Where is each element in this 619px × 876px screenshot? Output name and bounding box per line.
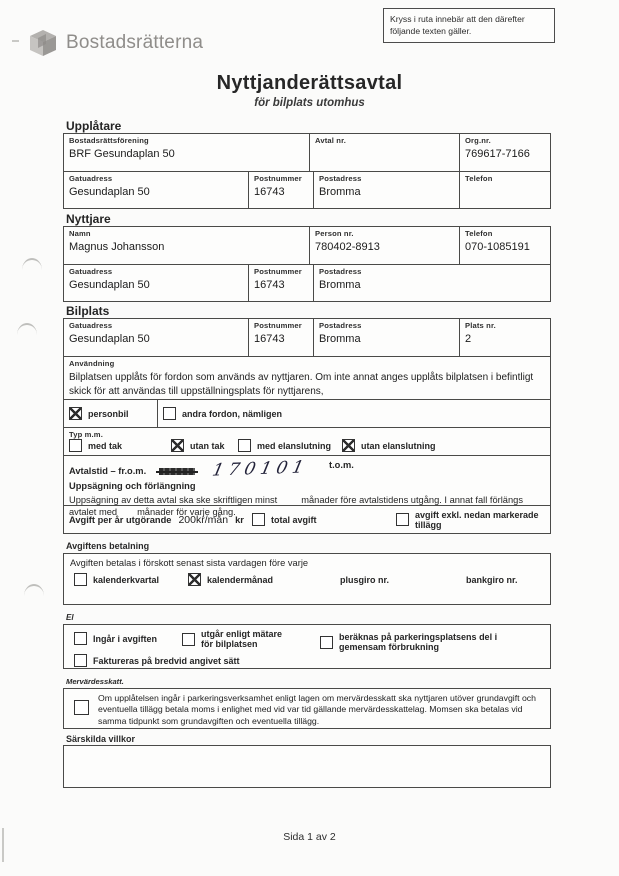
el-ingar-label: Ingår i avgiften — [93, 633, 158, 644]
field-label: Person nr. — [315, 229, 354, 238]
field-label: Postadress — [319, 174, 362, 183]
field-value: 780402-8913 — [315, 241, 380, 253]
field-label: Telefon — [465, 174, 493, 183]
betalning-text: Avgiften betalas i förskott senast sista vardagen före varje — [70, 558, 309, 568]
field-label: Postnummer — [254, 267, 302, 276]
anvandning-text: Bilplatsen upplåts för fordon som används av nyttjaren. Om inte annat anges upplåts bilplatsen i befintligt skick för att användas till uppställningsplats för nyttjarens, — [69, 372, 534, 397]
kalendermanad-checkbox[interactable] — [188, 573, 201, 586]
field-value: 070-1085191 — [465, 241, 530, 253]
field-value: Gesundaplan 50 — [69, 279, 150, 291]
tom-label: t.o.m. — [329, 460, 354, 470]
sarskilda-villkor-box[interactable] — [63, 745, 551, 788]
field-value: Gesundaplan 50 — [69, 186, 150, 198]
avgift-value[interactable]: 200kr/mån — [178, 513, 229, 526]
field-postnummer[interactable] — [248, 319, 313, 356]
hole-punch-mark — [24, 584, 44, 596]
field-label: Gatuadress — [69, 321, 113, 330]
kalenderkvartal-label: kalenderkvartal — [93, 574, 160, 585]
field-label: Plats nr. — [465, 321, 496, 330]
field-postadress[interactable] — [313, 265, 550, 301]
moms-text: Om upplåtelsen ingår i parkeringsverksamhet enligt lagen om mervärdesskatt ska nyttjaren utöver grundavgift och eventuella tillägg betala moms i enlighet med vid var tid gällande mervärdesskattelag. Momsen ska betalas vid samma tidpunkt som grundavgiften och eventuella tillägg. — [98, 693, 536, 726]
field-value: Gesundaplan 50 — [69, 333, 150, 345]
avgift-unit: kr — [235, 514, 244, 525]
section-upplatare: Upplåtare — [66, 119, 122, 133]
andra-fordon-label: andra fordon, nämligen — [182, 408, 283, 419]
section-nyttjare: Nyttjare — [66, 212, 111, 226]
field-label: Namn — [69, 229, 91, 238]
med-tak-checkbox[interactable] — [69, 439, 82, 452]
field-label: Postnummer — [254, 321, 302, 330]
field-postnummer[interactable] — [248, 265, 313, 301]
logo — [28, 28, 203, 58]
kalenderkvartal-checkbox[interactable] — [74, 573, 87, 586]
note-box — [383, 8, 555, 43]
avgift-label: Avgift per år utgörande — [69, 514, 172, 525]
andra-fordon-checkbox[interactable] — [163, 407, 176, 420]
el-faktureras-checkbox[interactable] — [74, 654, 87, 667]
bankgiro-label: bankgiro nr. — [466, 575, 518, 585]
upplatare-table — [63, 133, 551, 209]
mervardesskatt-box — [63, 688, 551, 729]
field-label: Postnummer — [254, 174, 302, 183]
med-elanslutning-checkbox[interactable] — [238, 439, 251, 452]
nyttjare-table — [63, 226, 551, 302]
hole-punch-mark — [17, 323, 37, 335]
plusgiro-label: plusgiro nr. — [340, 575, 390, 585]
page-subtitle: för bilplats utomhus — [254, 97, 365, 109]
field-label: Gatuadress — [69, 267, 113, 276]
avtalstid-label: Avtalstid – fr.o.m. — [69, 466, 147, 476]
med-tak-label: med tak — [88, 440, 123, 451]
personbil-cell — [64, 400, 157, 427]
kalendermanad-label: kalendermånad — [207, 574, 274, 585]
field-value: Bromma — [319, 333, 361, 345]
field-value: 16743 — [254, 279, 285, 291]
med-elanslutning-label: med elanslutning — [257, 440, 332, 451]
field-bostadsrattsforening[interactable] — [64, 134, 309, 171]
uppsagning-text-2: månader före avtalstidens utgång. I annat fall förlängs avtalet med — [69, 495, 523, 517]
anvandning-label: Användning — [69, 359, 115, 368]
crossed-out-text — [159, 468, 195, 475]
section-mervardesskatt: Mervärdesskatt. — [66, 677, 124, 686]
field-value: 769617-7166 — [465, 148, 530, 160]
personbil-checkbox[interactable] — [69, 407, 82, 420]
field-value: Bromma — [319, 279, 361, 291]
field-label: Telefon — [465, 229, 493, 238]
field-label: Postadress — [319, 321, 362, 330]
el-beraknas-checkbox[interactable] — [320, 636, 333, 649]
page-number: Sida 1 av 2 — [283, 831, 336, 843]
field-plats-nr[interactable] — [459, 319, 550, 356]
field-telefon[interactable] — [459, 172, 550, 208]
andra-fordon-cell — [157, 400, 550, 427]
avgift-exkl-label: avgift exkl. nedan markerade tillägg — [415, 509, 539, 530]
hole-punch-mark — [22, 258, 42, 270]
field-value: Bromma — [319, 186, 361, 198]
field-avtal-nr[interactable] — [309, 134, 459, 171]
avgiftens-betalning-box — [63, 553, 551, 605]
el-box — [63, 624, 551, 669]
moms-checkbox[interactable] — [74, 700, 89, 715]
avgift-exkl-checkbox[interactable] — [396, 513, 409, 526]
el-faktureras-label: Faktureras på bredvid angivet sätt — [93, 655, 240, 666]
uppsagning-text-1: Uppsägning av detta avtal ska ske skriftligen minst — [69, 495, 278, 505]
el-beraknas-label: beräknas på parkeringsplatsens del i gemensam förbrukning — [339, 632, 498, 652]
logo-text: Bostadsrätterna — [66, 32, 204, 53]
total-avgift-label: total avgift — [271, 514, 317, 525]
utan-elanslutning-label: utan elanslutning — [361, 440, 436, 451]
field-label: Postadress — [319, 267, 362, 276]
el-matare-checkbox[interactable] — [182, 633, 195, 646]
total-avgift-checkbox[interactable] — [252, 513, 265, 526]
utan-elanslutning-checkbox[interactable] — [342, 439, 355, 452]
section-sarskilda-villkor: Särskilda villkor — [66, 734, 136, 744]
avtalstid-handwritten-value[interactable]: 170101 — [210, 457, 311, 481]
section-bilplats: Bilplats — [66, 304, 110, 318]
bostadsratterna-cube-icon — [28, 28, 58, 58]
typ-label: Typ m.m. — [69, 430, 103, 439]
field-label: Gatuadress — [69, 174, 113, 183]
field-org-nr[interactable] — [459, 134, 550, 171]
field-postnummer[interactable] — [248, 172, 313, 208]
field-gatuadress[interactable] — [64, 319, 248, 356]
el-matare-label: utgår enligt mätare för bilplatsen — [201, 629, 283, 650]
field-gatuadress[interactable] — [64, 172, 248, 208]
field-value: Magnus Johansson — [69, 241, 165, 253]
field-value: BRF Gesundaplan 50 — [69, 148, 175, 160]
note-text: Kryss i ruta innebär att den därefter följande texten gäller. — [390, 14, 525, 37]
field-label: Bostadsrättsförening — [69, 136, 149, 145]
uppsagning-label: Uppsägning och förlängning — [69, 481, 196, 491]
field-label: Org.nr. — [465, 136, 491, 145]
uppsagning-text-3: månader för varje gång. — [137, 506, 236, 517]
section-avgiftens-betalning: Avgiftens betalning — [66, 541, 150, 551]
anvandning-cell — [64, 357, 550, 399]
field-postadress[interactable] — [313, 319, 459, 356]
field-gatuadress[interactable] — [64, 265, 248, 301]
utan-tak-checkbox[interactable] — [171, 439, 184, 452]
field-telefon[interactable] — [459, 227, 550, 264]
field-value: 16743 — [254, 186, 285, 198]
scan-artifact — [12, 40, 19, 42]
field-person-nr[interactable] — [309, 227, 459, 264]
el-ingar-checkbox[interactable] — [74, 632, 87, 645]
field-label: Avtal nr. — [315, 136, 347, 145]
field-value: 16743 — [254, 333, 285, 345]
page-title: Nyttjanderättsavtal — [216, 72, 403, 94]
bilplats-table — [63, 318, 551, 534]
section-el: El — [66, 613, 74, 622]
utan-tak-label: utan tak — [190, 440, 225, 451]
field-namn[interactable] — [64, 227, 309, 264]
field-postadress[interactable] — [313, 172, 459, 208]
field-value: 2 — [465, 333, 472, 345]
personbil-label: personbil — [88, 408, 129, 419]
